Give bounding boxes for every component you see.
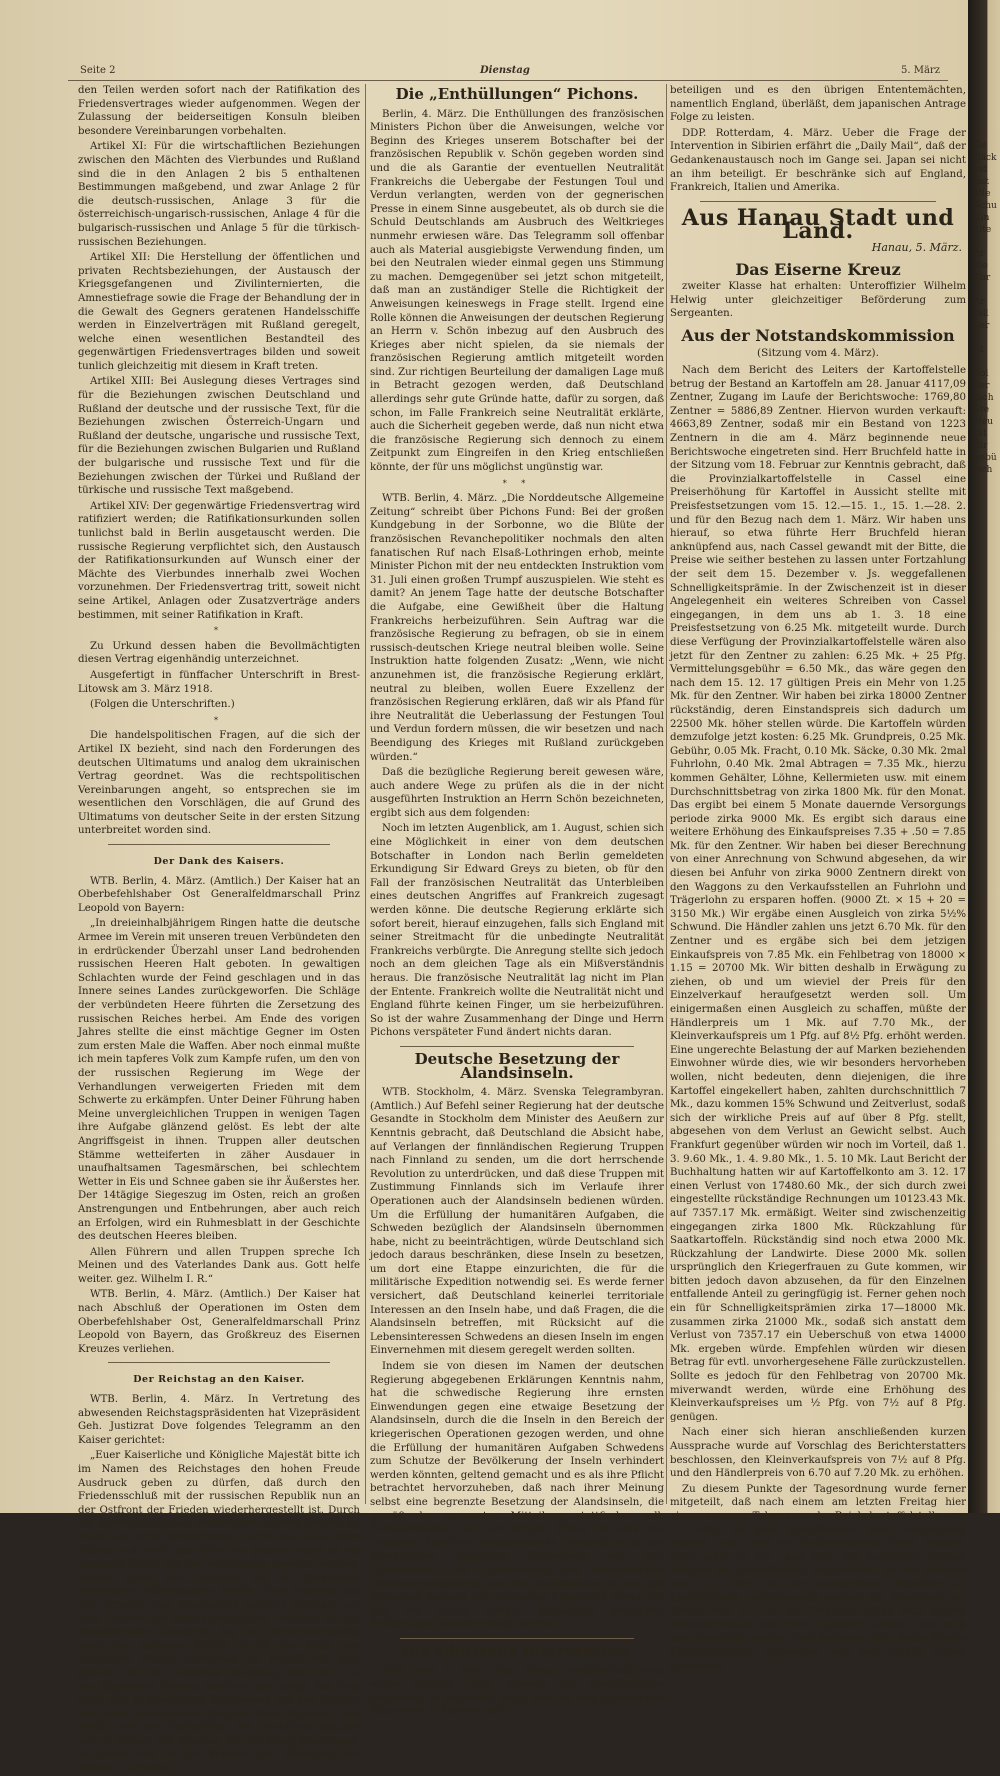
section-rule xyxy=(400,1046,634,1047)
edge-text-line: tät xyxy=(974,429,987,439)
kaiser-telegram-end: Allen Führern und allen Truppen spreche Ich Meinen und des Vaterlandes Dank aus. Gott helfe weiter. gez. Wilhelm I. R.“ xyxy=(78,1246,360,1285)
edge-text-line: Ar xyxy=(974,249,985,259)
edge-text-line: sich xyxy=(974,465,993,475)
reichstag-telegram: „Euer Kaiserliche und Königliche Majestät bitte ich im Namen des Reichstages den hohen Freude Ausdruck geben zu dürfen, daß durch den Friedensschluß mit der russischen Republik nun an der Ostfront der Frieden wiederhergestellt ist. Durch die unvergleichlichen Waffentaten unserer Brüder im Felde und ihrer Verbündeten, durch des Genie ihrer Führer und durch das Opfer des ganzen Volkes ist die deutsche Kultur vor der Vernichtung bewahrt worden, welche durch den Ansturm der im Zarenreich vereinigten Völkermassen drohte. Euer Majestät hat das Schwert des Vaterlandes gezückt Schwert mit dem Lorbeer des Sieges umwunden. Dankbar für das entschlossene Ausharren, bis der Vernichtungswille auch der anderen Feinde durch die Kraft der deutschen Waffen gebrochen ist, erhofft mit dem ganzen Volk der Deutsche Reichstag, daß bald uns der allgemeine Frieden beschert sein möge, der freie Bahn gibt in friedlichem Wettbewerb mit den Völkern und dem ruhmreichen Szepter Euer Majestät, der Macht und der Herrlichkeit des Deutschen Reiches und zu freuen, die Wunden, die der Krieg geschlagen, zu heilen und für die Freiheit und Wohlfahrt des Volkes zu arbeiten.“ xyxy=(78,1450,360,1775)
edge-text-line xyxy=(974,356,1000,368)
column-2 xyxy=(370,84,664,1718)
headline-kaiser-thanks: Der Dank des Kaisers. xyxy=(153,856,285,868)
header-rule xyxy=(68,80,948,81)
signatures-note: (Folgen die Unterschriften.) xyxy=(90,699,235,711)
edge-text-line: Ar xyxy=(974,297,985,307)
pichon-continued: Daß die bezügliche Regierung bereit gewesen wäre, auch andere Wege zu prüfen als die in der nicht ausgeführten Instruktion an Herrn Schön bezeichneten, ergibt sich aus dem folgenden: xyxy=(370,767,664,819)
edge-text-line: alle xyxy=(974,189,991,199)
headline-reichstag: Der Reichstag an den Kaiser. xyxy=(133,1374,305,1386)
edge-text-line: alte xyxy=(974,225,992,235)
edge-text-line: Ge xyxy=(974,141,987,151)
potato-decision: Nach einer sich hieran anschließenden kurzen Aussprache wurde auf Vorschlag des Berichterstatters beschlossen, den Kleinverkaufspreis von 7½ auf 8 Pfg. und den Händlerpreis von 6.70 auf 7.20 Mk. zu erhöhen. xyxy=(670,1427,966,1480)
executed-note: Ausgefertigt in fünffacher Unterschrift in Brest-Litowsk am 3. März 1918. xyxy=(78,669,360,695)
siberia-report: DDP. Genf, 4. März. Der „Temps“ veröffentlicht eine etwas unklare Note, wonach die amerikanische Regierung es abgelehnt habe, sich an dem japanischen Eingreifen in Sibirien aktiv zu xyxy=(370,1665,664,1718)
edge-text-line: gebü xyxy=(974,453,997,463)
column-1 xyxy=(78,84,360,1775)
aland-swedish-reply: Indem sie von diesen im Namen der deutschen Regierung abgegebenen Erklärungen Kenntnis nahm, hat die schwedische Regierung ihre ernsten Einwendungen gegen eine etwaige Besetzung der Alandsinseln, durch die die Inseln in den Bereich der kriegerischen Operationen gezogen werden, und ohne die Erfüllung der humanitären Aufgaben Schwedens zum Schutze der Bevölkerung der Inseln verhindert werden könnten, geltend gemacht und es als ihre Pflicht betrachtet hervorzuheben, daß nach ihrer Meinung selbst eine begrenzte Besetzung der Alandsinseln, die gemäß der genannten Mitteilung stattfinden soll, Schwierigkeiten mit sich bringen könne für eine den gehegten Absichten entsprechende Verwirklichung der humanitären Aufgaben Schwedens auf den Alandsinseln. Der Kommandant des schwedischen Ueberwachungskorps auf den Alandsinseln ist von der geplanten Ankunft der deutschen Expedition sowie von den mit Bezug hierauf gemachten deutschen Erklärungen benachrichtigt worden. xyxy=(370,1361,664,1631)
treaty-continuation: den Teilen werden sofort nach der Ratifikation des Friedensvertrages wieder aufgenommen. Wegen der Zulassung der beiderseitigen Konsuln bleiben besondere Vereinbarungen vorbehalten. xyxy=(78,85,360,137)
edge-text-line: fall xyxy=(974,309,989,319)
edge-text-line: Kin xyxy=(974,213,990,223)
edge-text-line xyxy=(974,332,1000,344)
pichon-article: Berlin, 4. März. Die Enthüllungen des französischen Ministers Pichon über die Anweisungen, welche vor Beginn des Krieges unserem Botschafter bei der französischen Republik v. Schön gegeben worden sind und die als Garantie der eventuellen Neutralität Frankreichs die Uebergabe der Festungen Toul und Verdun verlangten, werden von der gegnerischen Presse in einem Sinne ausgebeutet, als ob durch sie die Schuld Deutschlands am Ausbruch des Weltkrieges nunmehr erwiesen wäre. Das Telegramm soll offenbar auch als Material ausgiebigste Verwendung finden, um bei den Neutralen wieder einmal gegen uns Stimmung zu machen. Demgegenüber sei jetzt schon mitgeteilt, daß man an zuständiger Stelle die Richtigkeit der Anweisungen keineswegs in Frage stellt. Irgend eine Rolle können die Anweisungen der deutschen Regierung an Herrn v. Schön inbezug auf den Ausbruch des Krieges aber nicht spielen, da sie niemals der französischen Regierung amtlich mitgeteilt worden sind. Zur richtigen Beurteilung der damaligen Lage muß in Betracht gezogen werden, daß Deutschland allerdings sehr gute Gründe hatte, dafür zu sorgen, daß schon, im Falle Frankreich seine Neutralität erklärte, auch die Sicherheit gegeben werde, daß nun nicht etwa die französische Regierung sich dennoch zu einem Zeitpunkt zum Eingreifen in den Krieg entschließen könnte, der für uns möglichst ungünstig war. xyxy=(370,108,664,474)
page-header xyxy=(60,64,940,78)
headline-pichon: Die „Enthüllungen“ Pichons. xyxy=(395,85,639,103)
hanau-dateline: Hanau, 5. März. xyxy=(871,240,962,254)
kaiser-telegram-text: „In dreieinhalbjährigem Ringen hatte die deutsche Armee im Verein mit unseren treuen Verbündeten den in erdrückender Überzahl unser Land bedrohenden russischen Heeren Halt geboten. In gewaltigen Schlachten wurde der Feind geschlagen und in das Innere seines Landes zurückgeworfen. Die Schläge der verbündeten Heere führten die Zersetzung des russischen Reiches herbei. Am Ende des vorigen Jahres stellte die einst mächtige Gegner im Osten zum ersten Male die Waffen. Aber noch einmal mußte ich mein tapferes Volk zum Kampfe rufen, um den von der russischen Regierung im Wege der Verhandlungen verweigerten Frieden mit dem Schwerte zu erkämpfen. Unter Deiner Führung haben Meine unvergleichlichen Truppen in wenigen Tagen ihre Aufgabe glänzend gelöst. Es lebt der alte Angriffsgeist in ihnen. Truppen aller deutschen Stämme wetteiferten in zäher Ausdauer in unaufhaltsamen Tagesmärschen, bei schlechtem Wetter in Eis und Schnee gaben sie ihr Äußerstes her. Der 14tägige Siegeszug im Osten, reich an großen Anstrengungen und Entbehrungen, aber auch reich an Erfolgen, wird ein Ruhmesblatt in der Geschichte des deutschen Heeres bleiben. xyxy=(78,918,360,1243)
edge-text-line xyxy=(974,236,1000,248)
pichon-august: Noch im letzten Augenblick, am 1. August, schien sich eine Möglichkeit in einer von dem deutschen Botschafter in London nach Berlin gemeldeten Erkundigung Sir Edward Greys zu bieten, ob für den Fall der französischen Neutralität das Unterbleiben eines deutschen Angriffes auf Frankreich zugesagt werden könne. Die deutsche Regierung erklärte sich sofort bereit, hierauf einzugehen, falls sich England mit seiner Streitmacht für die unbedingte Neutralität Frankreichs verbürgte. Die Anregung stellte sich jedoch noch an dem gleichen Tage als ein Mißverständnis heraus. Die französische Neutralität lag nicht im Plan der Entente. Frankreich wollte die Neutralität nicht und England führte keinen Finger, um sie herbeizuführen. So ist der wahre Zusammenhang der Dinge und Herrn Pichons verspäteter Fund ändert nichts daran. xyxy=(370,823,664,1039)
header-left: Seite 2 xyxy=(80,65,116,76)
separator-star: * xyxy=(214,626,224,636)
article-14: Artikel XIV: Der gegenwärtige Friedensvertrag wird ratifiziert werden; die Ratifikationsurkunden sollen tunlichst bald in Berlin ausgetauscht werden. Die russische Regierung verpflichtet sich, den Austausch der Ratifikationsurkunden auf Wunsch einer der Mächte des Vierbundes innerhalb zwei Wochen vorzunehmen. Der Friedensvertrag tritt, soweit nicht seine Artikel, Anlagen oder Zusatzverträge anders bestimmen, mit seiner Ratifikation in Kraft. xyxy=(78,500,360,621)
potato-flour-notice: Zu diesem Punkte der Tagesordnung wurde ferner mitgeteilt, daß nach einem am letzten Freitag hier eingegangenen Telegramm der Reichskartoffelstelle vom 11. März ab kein Kartoffelmehl mehr ausgegeben werden kann, weil die Trockenfabriken bezw. Anlagen nicht mehr in der Lage sind, die benötigten großen Mengen an Kartoffelmehl herzustellen. Es soll deshalb vom 11. März ab die vorhandenen Bestände an Kartoffelmehl zurückgestellt werden zur Streckung des Brotes vom 15. Juli ab. Dagegen sollen jetzt wieder Frischkartoffeln dem Brot zugesetzt werden. Hier muß man jedenfalls wieder dazu kommen, dem Brote frische Frischkartoffeln zuzusetzen, aus den bereits früher genannten xyxy=(670,1483,966,1672)
header-date: 5. März xyxy=(901,65,940,76)
iron-cross-award: WTB. Berlin, 4. März. (Amtlich.) Der Kaiser hat nach Abschluß der Operationen im Osten dem Oberbefehlshaber Ost, Generalfeldmarschall Prinz Leopold von Bayern, das Großkreuz des Eisernen Kreuzes verliehen. xyxy=(78,1289,360,1355)
separator-star: * * xyxy=(502,478,532,488)
headline-iron-cross: Das Eiserne Kreuz xyxy=(735,259,901,279)
trade-questions: Die handelspolitischen Fragen, auf die sich der Artikel IX bezieht, sind nach den Forderungen des deutschen Ultimatums und analog dem ukrainischen Vertrag geordnet. Was die rechtspolitischen Vereinbarungen angeht, so entsprechen sie im wesentlichen den Vorschlägen, die auf Grund des Ultimatums von deutscher Seite in der ersten Sitzung unterbreitet worden sind. xyxy=(78,730,360,837)
reichstag-intro: WTB. Berlin, 4. März. In Vertretung des abwesenden Reichstagspräsidenten hat Vizepräsident Geh. Justizrat Dove folgendes Telegramm an den Kaiser gerichtet: xyxy=(78,1394,360,1446)
signing-note: Zu Urkund dessen haben die Bevollmächtigten diesen Vertrag eigenhändig unterzeichnet. xyxy=(78,640,360,666)
next-page-edge-text xyxy=(974,140,1000,476)
separator-star: * xyxy=(214,715,224,725)
edge-text-line: St xyxy=(974,345,984,355)
section-rule xyxy=(108,1362,330,1363)
headline-aland: Deutsche Besetzung der Alandsinseln. xyxy=(414,1049,620,1082)
edge-text-line: Kor xyxy=(974,273,991,283)
siberia-continued: beteiligen und es den übrigen Ententemächten, namentlich England, überläßt, dem japanischen Antrage Folge zu leisten. xyxy=(670,85,966,124)
edge-text-line: nich xyxy=(974,393,994,403)
column-3 xyxy=(670,84,966,1672)
edge-text-line: Ste xyxy=(974,405,990,415)
article-11: Artikel XI: Für die wirtschaftlichen Beziehungen zwischen den Mächten des Vierbundes und Rußland sind die in den Anlagen 2 bis 5 enthaltenen Bestimmungen maßgebend, und zwar Anlage 2 für die deutsch-russischen, Anlage 3 für die österreichisch-ungarisch-russischen, Anlage 4 für die bulgarisch-russischen und Anlage 5 für die türkisch-russischen Beziehungen. xyxy=(78,141,360,248)
edge-text-line: Bäck xyxy=(974,153,997,163)
header-center: Dienstag xyxy=(480,65,530,76)
edge-text-line: sid xyxy=(974,165,988,175)
potato-report: Nach dem Bericht des Leiters der Kartoffelstelle betrug der Bestand an Kartoffeln am 28. Januar 4117,09 Zentner, Zugang im Laufe der Berichtswoche: 1769,80 Zentner = 5886,89 Zentner. Hiervon wurden verkauft: 4663,89 Zentner, sodaß mir ein Bestand von 1223 Zentnern in die am 4. März beginnende neue Berichtswoche eingetreten sind. Herr Bruchfeld hatte in der Sitzung vom 18. Februar zur Kenntnis gebracht, daß die Provinzialkartoffelstelle in Cassel eine Preiserhöhung für Kartoffel in Aussicht stellte mit Preisfestsetzungen vom 15. 12.—15. 1., 15. 1.—28. 2. und für den Bezug nach dem 1. März. Wir haben uns hierauf, so etwa führte Herr Bruchfeld hieran anknüpfend aus, nach Cassel gewandt mit der Bitte, die Preise wie seither bestehen zu lassen unter Fortzahlung der seit dem 15. Dezember v. Js. weggefallenen Schnelligkeitsprämie. In der Zwischenzeit ist in dieser Angelegenheit ein weiteres Schreiben von Cassel eingegangen, in dem uns ab 1. 3. 18 eine Preisfestsetzung von 6.25 Mk. mitgeteilt wurde. Durch diese Verfügung der Provinzialkartoffelstelle wären also jetzt für den Zentner zu zahlen: 6.25 Mk. + 25 Pfg. Vermittelungsgebühr = 6.50 Mk., das wäre gegen den nach dem 15. 12. 17 gültigen Preis ein Mehr von 1.25 Mk. für den Zentner. Wir haben bei zirka 18000 Zentner rückständig, deren Einstandspreis sich dadurch um 22500 Mk. höher stellen würde. Die Kartoffeln würden demzufolge jetzt kosten: 6.25 Mk. Grundpreis, 0.25 Mk. Gebühr, 0.05 Mk. Fracht, 0.10 Mk. Säcke, 0.30 Mk. 2mal Fuhrlohn, 0.40 Mk. 2mal Abtragen = 7.35 Mk., hierzu kommen Gehälter, Löhne, Kellermieten usw. mit einem Durchschnittsbetrag von zirka 1800 Mk. für den Monat. Das ergibt bei einem 5 Monate dauernde Versorgungs periode zirka 9000 Mk. Es ergibt sich daraus eine weitere Erhöhung des Einkaufspreises 7.35 + .50 = 7.85 Mk. für den Zentner. Wir haben bei dieser Berechnung von einer Anrechnung von Schwund abgesehen, da wir diesen bei Anfuhr von zirka 9000 Zentnern direkt von den Waggons zu den Verkaufsstellen an Fuhrlohn und Trägerlohn zu ersparen hoffen. (9000 Zt. × 15 + 20 = 3150 Mk.) Wir ergäbe einen Ausgleich von zirka 5½% Schwund. Die Händler zahlen uns jetzt 6.70 Mk. für den Zentner und es ergäbe sich bei dem jetzigen Einkaufspreis von 7.85 Mk. ein Fehlbetrag von 18000 × 1.15 = 20700 Mk. Wir bitten deshalb in Erwägung zu ziehen, ob und um wieviel der Preis für den Einzelverkauf heraufgesetzt werden soll. Um einigermaßen einen Ausgleich zu schaffen, müßte der Händlerpreis um 1 Mk. auf 7.70 Mk., der Kleinverkaufspreis um 1 Pfg. auf 8½ Pfg. erhöht werden. Eine ungerechte Belastung der auf Marken beziehenden Einwohner würde dies, wie wir besonders hervorheben wollen, nicht bedeuten, denn diejenigen, die ihre Kartoffel eingekellert haben, zahlten durchschnittlich 7 Mk., dazu kommen 15% Schwund und Zeitverlust, sodaß sich der wirkliche Preis auf auf über 8 Pfg. stellt, abgesehen von dem Verlust an Gewicht selbst. Auch Frankfurt gegenüber würden wir noch im Vorteil, daß 1. 3. 9.60 Mk., 1. 4. 9.80 Mk., 1. 5. 10 Mk. Laut Bericht der Buchhaltung hatten wir auf Kartoffelkonto am 3. 12. 17 einen Verlust von 17480.60 Mk., der sich durch zwei eingestellte rückständige Rechnungen um 10123.43 Mk. auf 7357.17 Mk. ermäßigt. Weiter sind zwischenzeitig eingegangen zirka 1800 Mk. Rückzahlung für Saatkartoffeln. Rückständig sind noch etwa 2000 Mk. Rückzahlung der Landwirte. Diese 2000 Mk. sollen ursprünglich den Kriegerfrauen zu Gute kommen, wir bitten jedoch davon abzusehen, da für den Einzelnen entfallende Anteil zu geringfügig ist. Ferner gehen noch ein für Schnelligkeitsprämien zirka 17—18000 Mk. zusammen zirka 21000 Mk., sodaß sich anstatt dem Verlust von 7357.17 ein Ueberschuß von etwa 14000 Mk. ergeben würde. Empfehlen würden wir diesen Betrag für evtl. unvorhergesehene Fälle zurückzustellen. Sollte es jedoch für den Fehlbetrag von 20700 Mk. miverwandt werden, würde eine Erhöhung des Kleinverkaufspreises um ½ Pfg. von 7½ auf 8 Pfg. genügen. xyxy=(670,365,966,1423)
section-rule xyxy=(108,844,330,845)
headline-hanau: Aus Hanau Stadt und Land. xyxy=(681,204,955,245)
column-rule xyxy=(365,84,366,1504)
section-rule xyxy=(700,201,936,202)
edge-text-line: die xyxy=(974,261,988,271)
edge-text-line: Sol xyxy=(974,369,989,379)
article-12: Artikel XII: Die Herstellung der öffentlichen und privaten Rechtsbeziehungen, der Austausch der Kriegsgefangenen und Zivilinternierten, die Amnestiefrage sowie die Frage der Behandlung der in die Gewalt des Gegners geratenen Handelsschiffe werden in Einzelverträgen mit Rußland geregelt, welche einen wesentlichen Bestandteil des gegenwärtigen Friedensvertrages bilden und soweit tunlich gleichzeitig mit diesem in Kraft treten. xyxy=(78,252,360,372)
edge-text-line xyxy=(974,284,1000,296)
article-13: Artikel XIII: Bei Auslegung dieses Vertrages sind für die Beziehungen zwischen Deutschland und Rußland der deutsche und der russische Text, für die Beziehungen zwischen Österreich-Ungarn und Rußland der deutsche, ungarische und russische Text, für die Beziehungen zwischen Bulgarien und Rußland der bulgarische und russische Text und für die Beziehungen zwischen der Türkei und Rußland der türkische und russische Text maßgebend. xyxy=(78,376,360,497)
column-rule xyxy=(666,84,667,1504)
edge-text-line: Neu xyxy=(974,417,993,427)
kaiser-telegram-intro: WTB. Berlin, 4. März. (Amtlich.) Der Kaiser hat an Oberbefehlshaber Ost Generalfeldmarschall Prinz Leopold von Bayern: xyxy=(78,875,360,914)
aland-report: WTB. Stockholm, 4. März. Svenska Telegrambyran. (Amtlich.) Auf Befehl seiner Regierung hat der deutsche Gesandte in Stockholm dem Minister des Aeußern zur Kenntnis gebracht, daß Deutschland die Absicht habe, auf Verlangen der finnländischen Regierung Truppen nach Finnland zu senden, um die dort herrschende Revolution zu unterdrücken, und daß diese Truppen mit Zustimmung Finnlands sich im Verlaufe ihrer Operationen auch der Alandsinseln bedienen würden. Um die Erfüllung der humanitären Aufgaben, die Schweden bezüglich der Alandsinseln übernommen habe, nicht zu beeinträchtigen, würde Deutschland sich jedoch daraus beschränken, diese Inseln zu besetzen, um dort eine Etappe einzurichten, die für die militärische Expedition notwendig sei. Es werde ferner versichert, daß Deutschland keinerlei territoriale Interessen an den Inseln habe, und daß Fragen, die die Alandsinseln betreffen, mit Rücksicht auf die Lebensinteressen Schwedens an diesen Inseln im engen Einvernehmen mit diesem geregelt werden sollten. xyxy=(370,1087,664,1357)
edge-text-line: Schu xyxy=(974,201,997,211)
edge-text-line: mit xyxy=(974,177,990,187)
edge-text-line: der xyxy=(974,381,990,391)
norddeutsche-report: WTB. Berlin, 4. März. „Die Norddeutsche Allgemeine Zeitung“ schreibt über Pichons Fund: Bei der großen Kundgebung in der Sorbonne, wo die Blüte der französischen Revanchepolitiker nochmals den alten fanatischen Ruf nach Elsaß-Lothringen erhob, meinte Minister Pichon mit der neu entdeckten Instruktion vom 31. Juli einen großen Trumpf auszuspielen. Wie steht es damit? An jenem Tage hatte der deutsche Botschafter die Aufgabe, eine Gewißheit über die Haltung Frankreichs herbeizuführen. Sein Auftrag war die französische Regierung zu befragen, ob sie in einem russisch-deutschen Kriege neutral bleiben wolle. Seine Instruktion hatte folgenden Zusatz: „Wenn, wie nicht anzunehmen ist, die französische Regierung erklärt, neutral zu bleiben, wollen Euere Exzellenz der französischen Regierung erklären, daß wir als Pfand für ihre Neutralität die Ueberlassung der Festungen Toul und Verdun fordern müssen, die wir besetzen und nach Beendigung des Krieges mit Rußland zurückgeben würden.“ xyxy=(370,493,664,763)
headline-siberia: Die sibirische Intervention. xyxy=(401,1641,633,1660)
rotterdam-report: DDP. Rotterdam, 4. März. Ueber die Frage der Intervention in Sibirien erfährt die „Daily Mail“, daß der Gedankenaustausch noch im Gange sei. Japan sei nicht an ihm beteiligt. Er beschränke sich auf England, Frankreich, Italien und Amerika. xyxy=(670,127,966,194)
section-rule xyxy=(400,1638,634,1639)
headline-commission: Aus der Notstandskommission xyxy=(681,325,955,345)
commission-session-date: (Sitzung vom 4. März). xyxy=(757,346,879,359)
edge-text-line: für xyxy=(974,441,988,451)
iron-cross-recipient: zweiter Klasse hat erhalten: Unteroffizier Wilhelm Helwig unter gleichzeitiger Beförderung zum Sergeanten. xyxy=(670,281,966,320)
edge-text-line: Ver xyxy=(974,321,990,331)
